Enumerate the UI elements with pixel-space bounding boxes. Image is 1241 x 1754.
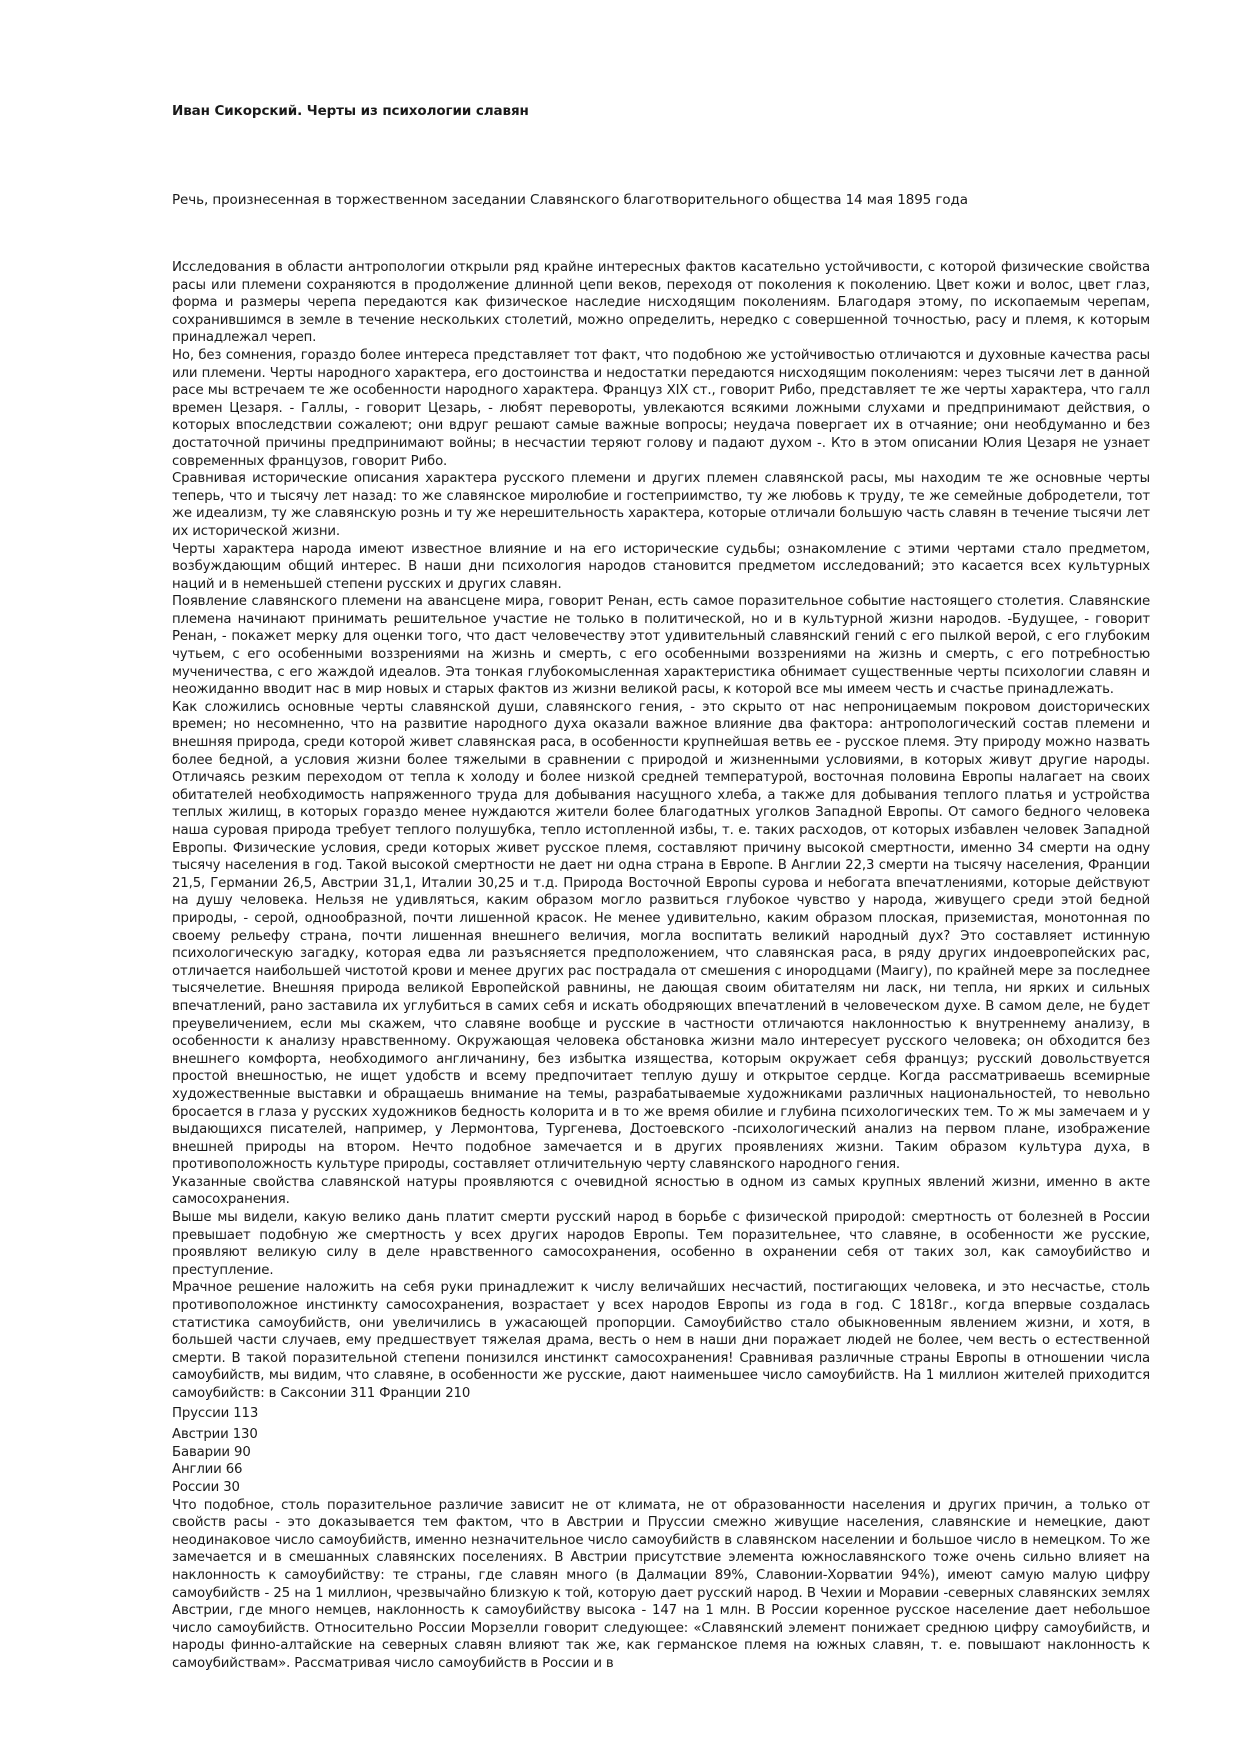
document-body [172,259,1150,1673]
paragraph: Исследования в области антропологии открыли ряд крайне интересных фактов касательно устойчивости, с которой физические свойства расы или племени сохраняются в продолжение длинной цепи веков, переходя от поколения к поколению. Цвет кожи и волос, цвет глаз, форма и размеры черепа передаются как физическое наследие нисходящим поколениям. Благодаря этому, по ископаемым черепам, сохранившимся в земле в течение нескольких столетий, можно определить, нередко с совершенной точностью, расу и племя, к которым принадлежал череп. [172,260,1150,346]
statistic-line: Пруссии 113 [172,1405,259,1421]
paragraph: Сравнивая исторические описания характера русского племени и других племен славянской расы, мы находим те же основные черты теперь, что и тысячу лет назад: то же славянское миролюбие и гостеприимство, ту же любовь к труду, те же семейные добродетели, тот же идеализм, ту же славянскую рознь и ту же нерешительность характера, которые отличали большую часть славян в течение тысячи лет их исторической жизни. [172,471,1150,539]
paragraph: Черты характера народа имеют известное влияние и на его исторические судьбы; ознакомление с этими чертами стало предметом, возбуждающим общий интерес. В наши дни психология народов становится предметом исследований; это касается всех культурных наций и в неменьшей степени русских и других славян. [172,541,1150,592]
statistic-line: Баварии 90 [172,1444,251,1460]
statistic-line: Англии 66 [172,1462,243,1478]
paragraph: Как сложились основные черты славянской души, славянского гения, - это скрыто от нас непроницаемым покровом доисторических времен; но несомненно, что на развитие народного духа оказали важное влияние два фактора: антропологический состав племени и внешняя природа, среди которой живет славянская раса, в особенности крупнейшая ветвь ее - русское племя. Эту природу можно назвать более бедной, а условия жизни более тяжелыми в сравнении с природой и жизненными условиями, в которых живут другие народы. Отличаясь резким переходом от тепла к холоду и более низкой средней температурой, восточная половина Европы налагает на своих обитателей необходимость напряженного труда для добывания насущного хлеба, а также для добывания теплого платья и устройства теплых жилищ, в которых гораздо менее нуждаются жители более благодатных уголков Западной Европы. От самого бедного человека наша суровая природа требует теплого полушубка, тепло истопленной избы, т. е. таких расходов, от которых избавлен человек Западной Европы. Физические условия, среди которых живет русское племя, составляют причину высокой смертности, именно 34 смерти на одну тысячу населения в год. Такой высокой смертности не дает ни одна страна в Европе. В Англии 22,3 смерти на тысячу населения, Франции 21,5, Германии 26,5, Австрии 31,1, Италии 30,25 и т.д. Природа Восточной Европы сурова и небогата впечатлениями, которые действуют на душу человека. Нельзя не удивляться, каким образом могло развиться глубокое чувство у народа, живущего среди этой бедной природы, - серой, однообразной, почти лишенной красок. Не менее удивительно, каким образом плоская, приземистая, монотонная по своему рельефу страна, почти лишенная внешнего величия, могла воспитать великий народный дух? Это составляет истинную психологическую загадку, которая едва ли разъясняется предположением, что славянская раса, в ряду других индоевропейских рас, отличается наибольшей чистотой крови и менее других рас пострадала от смешения с инородцами (Маигу), по крайней мере за последнее тысячелетие. Внешняя природа великой Европейской равнины, не дающая своим обитателям ни ласк, ни тепла, ни ярких и сильных впечатлений, рано заставила их углубиться в самих себя и искать ободряющих впечатлений в человеческом духе. В самом деле, не будет преувеличением, если мы скажем, что славяне вообще и русские в частности отличаются наклонностью к внутреннему анализу, в особенности к анализу нравственному. Окружающая человека обстановка жизни мало интересует русского человека; он обходится без внешнего комфорта, необходимого англичанину, без избытка изящества, которым окружает себя француз; русский довольствуется простой внешностью, не ищет удобств и всему предпочитает теплую душу и открытое сердце. Когда рассматриваешь всемирные художественные выставки и обращаешь внимание на темы, разрабатываемые художниками различных национальностей, то невольно бросается в глаза у русских художников бедность колорита и в то же время обилие и глубина психологических тем. То ж мы замечаем и у выдающихся писателей, например, у Лермонтова, Тургенева, Достоевского -психологический анализ на первом плане, изображение внешней природы на втором. Нечто подобное замечается и в других проявлениях жизни. Таким образом культура духа, в противоположность культуре природы, составляет отличительную черту славянского народного гения. [172,699,1150,1173]
statistic-line: России 30 [172,1479,240,1495]
document-subtitle: Речь, произнесенная в торжественном заседании Славянского благотворительного общества 14 мая 1895 года [172,192,968,208]
paragraph: Указанные свойства славянской натуры проявляются с очевидной ясностью в одном из самых крупных явлений жизни, именно в акте самосохранения. [172,1174,1150,1208]
statistic-line: Австрии 130 [172,1427,258,1443]
document-title: Иван Сикорский. Черты из психологии славян [172,103,529,119]
paragraph: Выше мы видели, какую велико дань платит смерти русский народ в борьбе с физической природой: смертность от болезней в России превышает подобную же смертность у всех других народов Европы. Тем поразительнее, что славяне, в особенности же русские, проявляют великую силу в деле нравственного самосохранения, особенно в охранении себя от таких зол, как самоубийство и преступление. [172,1210,1150,1278]
paragraph: Что подобное, столь поразительное различие зависит не от климата, не от образованности населения и других причин, а только от свойств расы - это доказывается тем фактом, что в Австрии и Пруссии смежно живущие населения, славянские и немецкие, дают неодинаковое число самоубийств, именно незначительное число самоубийств в славянском населении и большое число в немецком. То же замечается и в смешанных славянских поселениях. В Австрии присутствие элемента южнославянского тоже очень сильно влияет на наклонность к самоубийству: те страны, где славян много (в Далмации 89%, Славонии-Хорватии 94%), имеют самую малую цифру самоубийств - 25 на 1 миллион, чрезвычайно близкую к той, которую дает русский народ. В Чехии и Моравии -северных славянских землях Австрии, где много немцев, наклонность к самоубийству высока - 147 на 1 млн. В России коренное русское население дает небольшое число самоубийств. Относительно России Морзелли говорит следующее: «Славянский элемент понижает среднюю цифру самоубийств, и народы финно-алтайские на северных славян влияют так же, как германское племя на южных славян, т. е. повышают наклонность к самоубийствам». Рассматривая число самоубийств в России и в [172,1497,1150,1671]
paragraph: Мрачное решение наложить на себя руки принадлежит к числу величайших несчастий, постигающих человека, и это несчастье, столь противоположное инстинкту самосохранения, возрастает у всех народов Европы из года в год. С 1818г., когда впервые создалась статистика самоубийств, они увеличились в ужасающей пропорции. Самоубийство стало обыкновенным явлением жизни, и хотя, в большей части случаев, ему предшествует тяжелая драма, весть о нем в наши дни поражает людей не более, чем весть о естественной смерти. В такой поразительной степени понизился инстинкт самосохранения! Сравнивая различные страны Европы в отношении числа самоубийств, мы видим, что славяне, в особенности же русские, дают наименьшее число самоубийств. На 1 миллион жителей приходится самоубийств: в Саксонии 311 Франции 210 [172,1280,1150,1401]
paragraph: Но, без сомнения, гораздо более интереса представляет тот факт, что подобною же устойчивостью отличаются и духовные качества расы или племени. Черты народного характера, его достоинства и недостатки передаются нисходящим поколениям: через тысячи лет в данной расе мы встречаем те же особенности народного характера. Француз XIX ст., говорит Рибо, представляет те же черты характера, что галл времен Цезаря. - Галлы, - говорит Цезарь, - любят перевороты, увлекаются всякими ложными слухами и предпринимают действия, о которых впоследствии сожалеют; они вдруг решают самые важные вопросы; неудача повергает их в отчаяние; они необдуманно и без достаточной причины предпринимают войны; в несчастии теряют голову и падают духом -. Кто в этом описании Юлия Цезаря не узнает современных французов, говорит Рибо. [172,347,1150,469]
paragraph: Появление славянского племени на авансцене мира, говорит Ренан, есть самое поразительное событие настоящего столетия. Славянские племена начинают принимать решительное участие не только в политической, но и в культурной жизни народов. -Будущее, - говорит Ренан, - покажет мерку для оценки того, что даст человечеству этот удивительный славянский гений с его пылкой верой, с его глубоким чутьем, с его особенными воззрениями на жизнь и смерть, с его особенными воззрениями на жизнь и смерть, с его потребностью мученичества, с его жаждой идеалов. Эта тонкая глубокомысленная характеристика обнимает существенные черты психологии славян и неожиданно вводит нас в мир новых и старых фактов из жизни великой расы, к которой все мы имеем честь и счастье принадлежать. [172,594,1150,698]
